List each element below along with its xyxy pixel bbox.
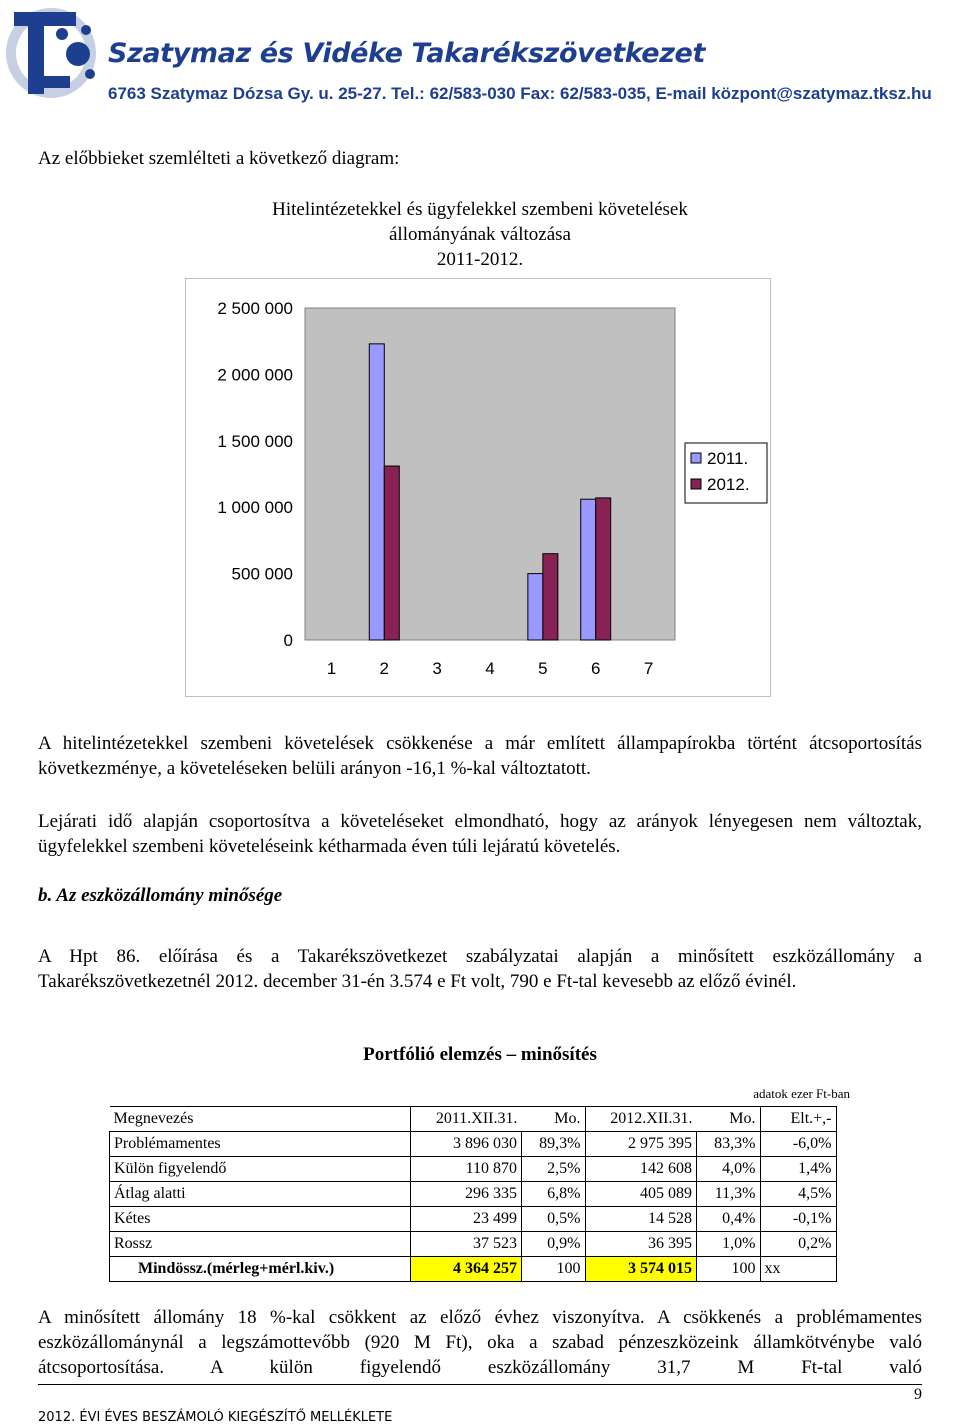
plot-area: [305, 308, 675, 640]
share-2011: 0,5%: [522, 1207, 586, 1232]
total-share-2012: 100: [697, 1257, 761, 1282]
share-2012: 11,3%: [697, 1182, 761, 1207]
header-cell: 2011.XII.31.: [410, 1107, 522, 1132]
value-2012: 36 395: [585, 1232, 697, 1257]
row-label: Átlag alatti: [110, 1182, 411, 1207]
table-row: [110, 1207, 837, 1232]
total-2011: 4 364 257: [410, 1257, 522, 1282]
row-label: Kétes: [110, 1207, 411, 1232]
value-2011: 110 870: [410, 1157, 522, 1182]
paragraph-maturity: Lejárati idő alapján csoportosítva a követeléseket elmondható, hogy az arányok lényegesen nem változtak, ügyfelekkel szembeni követeléseink kétharmada éven túli lejáratú követelés.: [38, 811, 922, 857]
table-row: [110, 1157, 837, 1182]
share-2011: 2,5%: [522, 1157, 586, 1182]
share-2011: 0,9%: [522, 1232, 586, 1257]
bar-2012-cat-6: [596, 498, 611, 640]
value-2012: 142 608: [585, 1157, 697, 1182]
table-row: [110, 1182, 837, 1207]
share-2011: 6,8%: [522, 1182, 586, 1207]
y-tick-label: 0: [283, 631, 293, 650]
change: 0,2%: [760, 1232, 836, 1257]
share-2012: 4,0%: [697, 1157, 761, 1182]
table-title: Portfólió elemzés – minősítés: [363, 1044, 597, 1065]
paragraph-qualified-decrease: A minősített állomány 18 %-kal csökkent az előző évhez viszonyítva. A csökkenés a problémamentes eszközállománynál a legszámottevőbb (920 M Ft), oka a szabad pénzeszközeink államkötvénybe való átcsoportosítása. A külön figyelendő eszközállomány 31,7 M Ft-tal való: [38, 1307, 922, 1378]
table-header-row: [110, 1107, 837, 1132]
share-2011: 89,3%: [522, 1132, 586, 1157]
total-2012: 3 574 015: [585, 1257, 697, 1282]
y-tick-label: 500 000: [231, 564, 293, 584]
share-2012: 1,0%: [697, 1232, 761, 1257]
change: 1,4%: [760, 1157, 836, 1182]
legend-swatch: [691, 453, 701, 463]
table-total-row: [110, 1257, 837, 1282]
bar-chart: [185, 278, 773, 698]
header-cell: 2012.XII.31.: [585, 1107, 697, 1132]
y-tick-label: 2 500 000: [217, 299, 293, 318]
value-2012: 405 089: [585, 1182, 697, 1207]
value-2011: 37 523: [410, 1232, 522, 1257]
value-2012: 2 975 395: [585, 1132, 697, 1157]
row-label: Külön figyelendő: [110, 1157, 411, 1182]
header-cell: Mo.: [697, 1107, 761, 1132]
y-tick-label: 1 000 000: [217, 498, 293, 518]
x-tick-label: 1: [326, 659, 337, 678]
row-label: Problémamentes: [110, 1132, 411, 1157]
total-share-2011: 100: [522, 1257, 586, 1282]
header-cell: Elt.+,-: [760, 1107, 836, 1132]
chart-title: [180, 197, 780, 272]
table-row: [110, 1132, 837, 1157]
total-label: Mindössz.(mérleg+mérl.kiv.): [110, 1257, 411, 1282]
bar-2011-cat-2: [369, 344, 384, 640]
row-label: Rossz: [110, 1232, 411, 1257]
header-cell: Mo.: [522, 1107, 586, 1132]
paragraph-qualified-assets: A Hpt 86. előírása és a Takarékszövetkezet szabályzatai alapján a minősített eszközállomány a Takarékszövetkezetnél 2012. december 31-én 3.574 e Ft volt, 790 e Ft-tal kevesebb az előző évinél.: [38, 946, 922, 992]
chart-title-line-3: 2011-2012.: [436, 249, 524, 270]
logo-icon: [2, 4, 100, 102]
legend-label: 2011.: [707, 449, 749, 468]
chart-title-line-1: Hitelintézetekkel és ügyfelekkel szembeni követelések: [272, 199, 688, 220]
section-heading-asset-quality: b. Az eszközállomány minősége: [38, 885, 283, 906]
table-unit: adatok ezer Ft-ban: [753, 1086, 850, 1101]
bar-2012-cat-5: [543, 554, 558, 640]
x-tick-label: 6: [590, 659, 601, 678]
value-2011: 3 896 030: [410, 1132, 522, 1157]
legend-label: 2012.: [707, 475, 750, 494]
bar-2012-cat-2: [384, 466, 399, 640]
change: -0,1%: [760, 1207, 836, 1232]
value-2012: 14 528: [585, 1207, 697, 1232]
header-cell: Megnevezés: [110, 1107, 411, 1132]
y-tick-label: 2 000 000: [217, 365, 293, 385]
x-tick-label: 4: [485, 659, 495, 678]
intro-text: Az előbbieket szemlélteti a következő diagram:: [38, 148, 400, 169]
total-change: xx: [760, 1257, 836, 1282]
value-2011: 296 335: [410, 1182, 522, 1207]
chart-title-line-2: állományának változása: [388, 224, 571, 245]
portfolio-table: [109, 1106, 837, 1282]
x-tick-label: 3: [432, 659, 442, 678]
value-2011: 23 499: [410, 1207, 522, 1232]
change: -6,0%: [760, 1132, 836, 1157]
organization-name: Szatymaz és Vidéke Takarékszövetkezet: [108, 38, 705, 69]
change: 4,5%: [760, 1182, 836, 1207]
y-tick-label: 1 500 000: [217, 431, 293, 451]
paragraph-receivables: A hitelintézetekkel szembeni követelések csökkenése a már említett állampapírokba történt átcsoportosítás következménye, a követeléseken belüli arányon -16,1 %-kal változtatott.: [38, 733, 922, 779]
footer-divider: [38, 1384, 922, 1385]
table-row: [110, 1232, 837, 1257]
legend-swatch: [691, 479, 701, 489]
x-tick-label: 5: [538, 659, 548, 678]
bar-2011-cat-6: [581, 499, 596, 640]
share-2012: 83,3%: [697, 1132, 761, 1157]
x-tick-label: 2: [379, 659, 390, 678]
footer-text: 2012. ÉVI ÉVES BESZÁMOLÓ KIEGÉSZÍTŐ MELLÉKLETE: [38, 1410, 393, 1425]
organization-address: 6763 Szatymaz Dózsa Gy. u. 25-27. Tel.: 62/583-030 Fax: 62/583-035, E-mail központ@szatymaz.tksz.hu: [108, 84, 932, 103]
share-2012: 0,4%: [697, 1207, 761, 1232]
page-number: 9: [914, 1386, 922, 1403]
bar-2011-cat-5: [528, 574, 543, 640]
x-tick-label: 7: [643, 659, 654, 678]
